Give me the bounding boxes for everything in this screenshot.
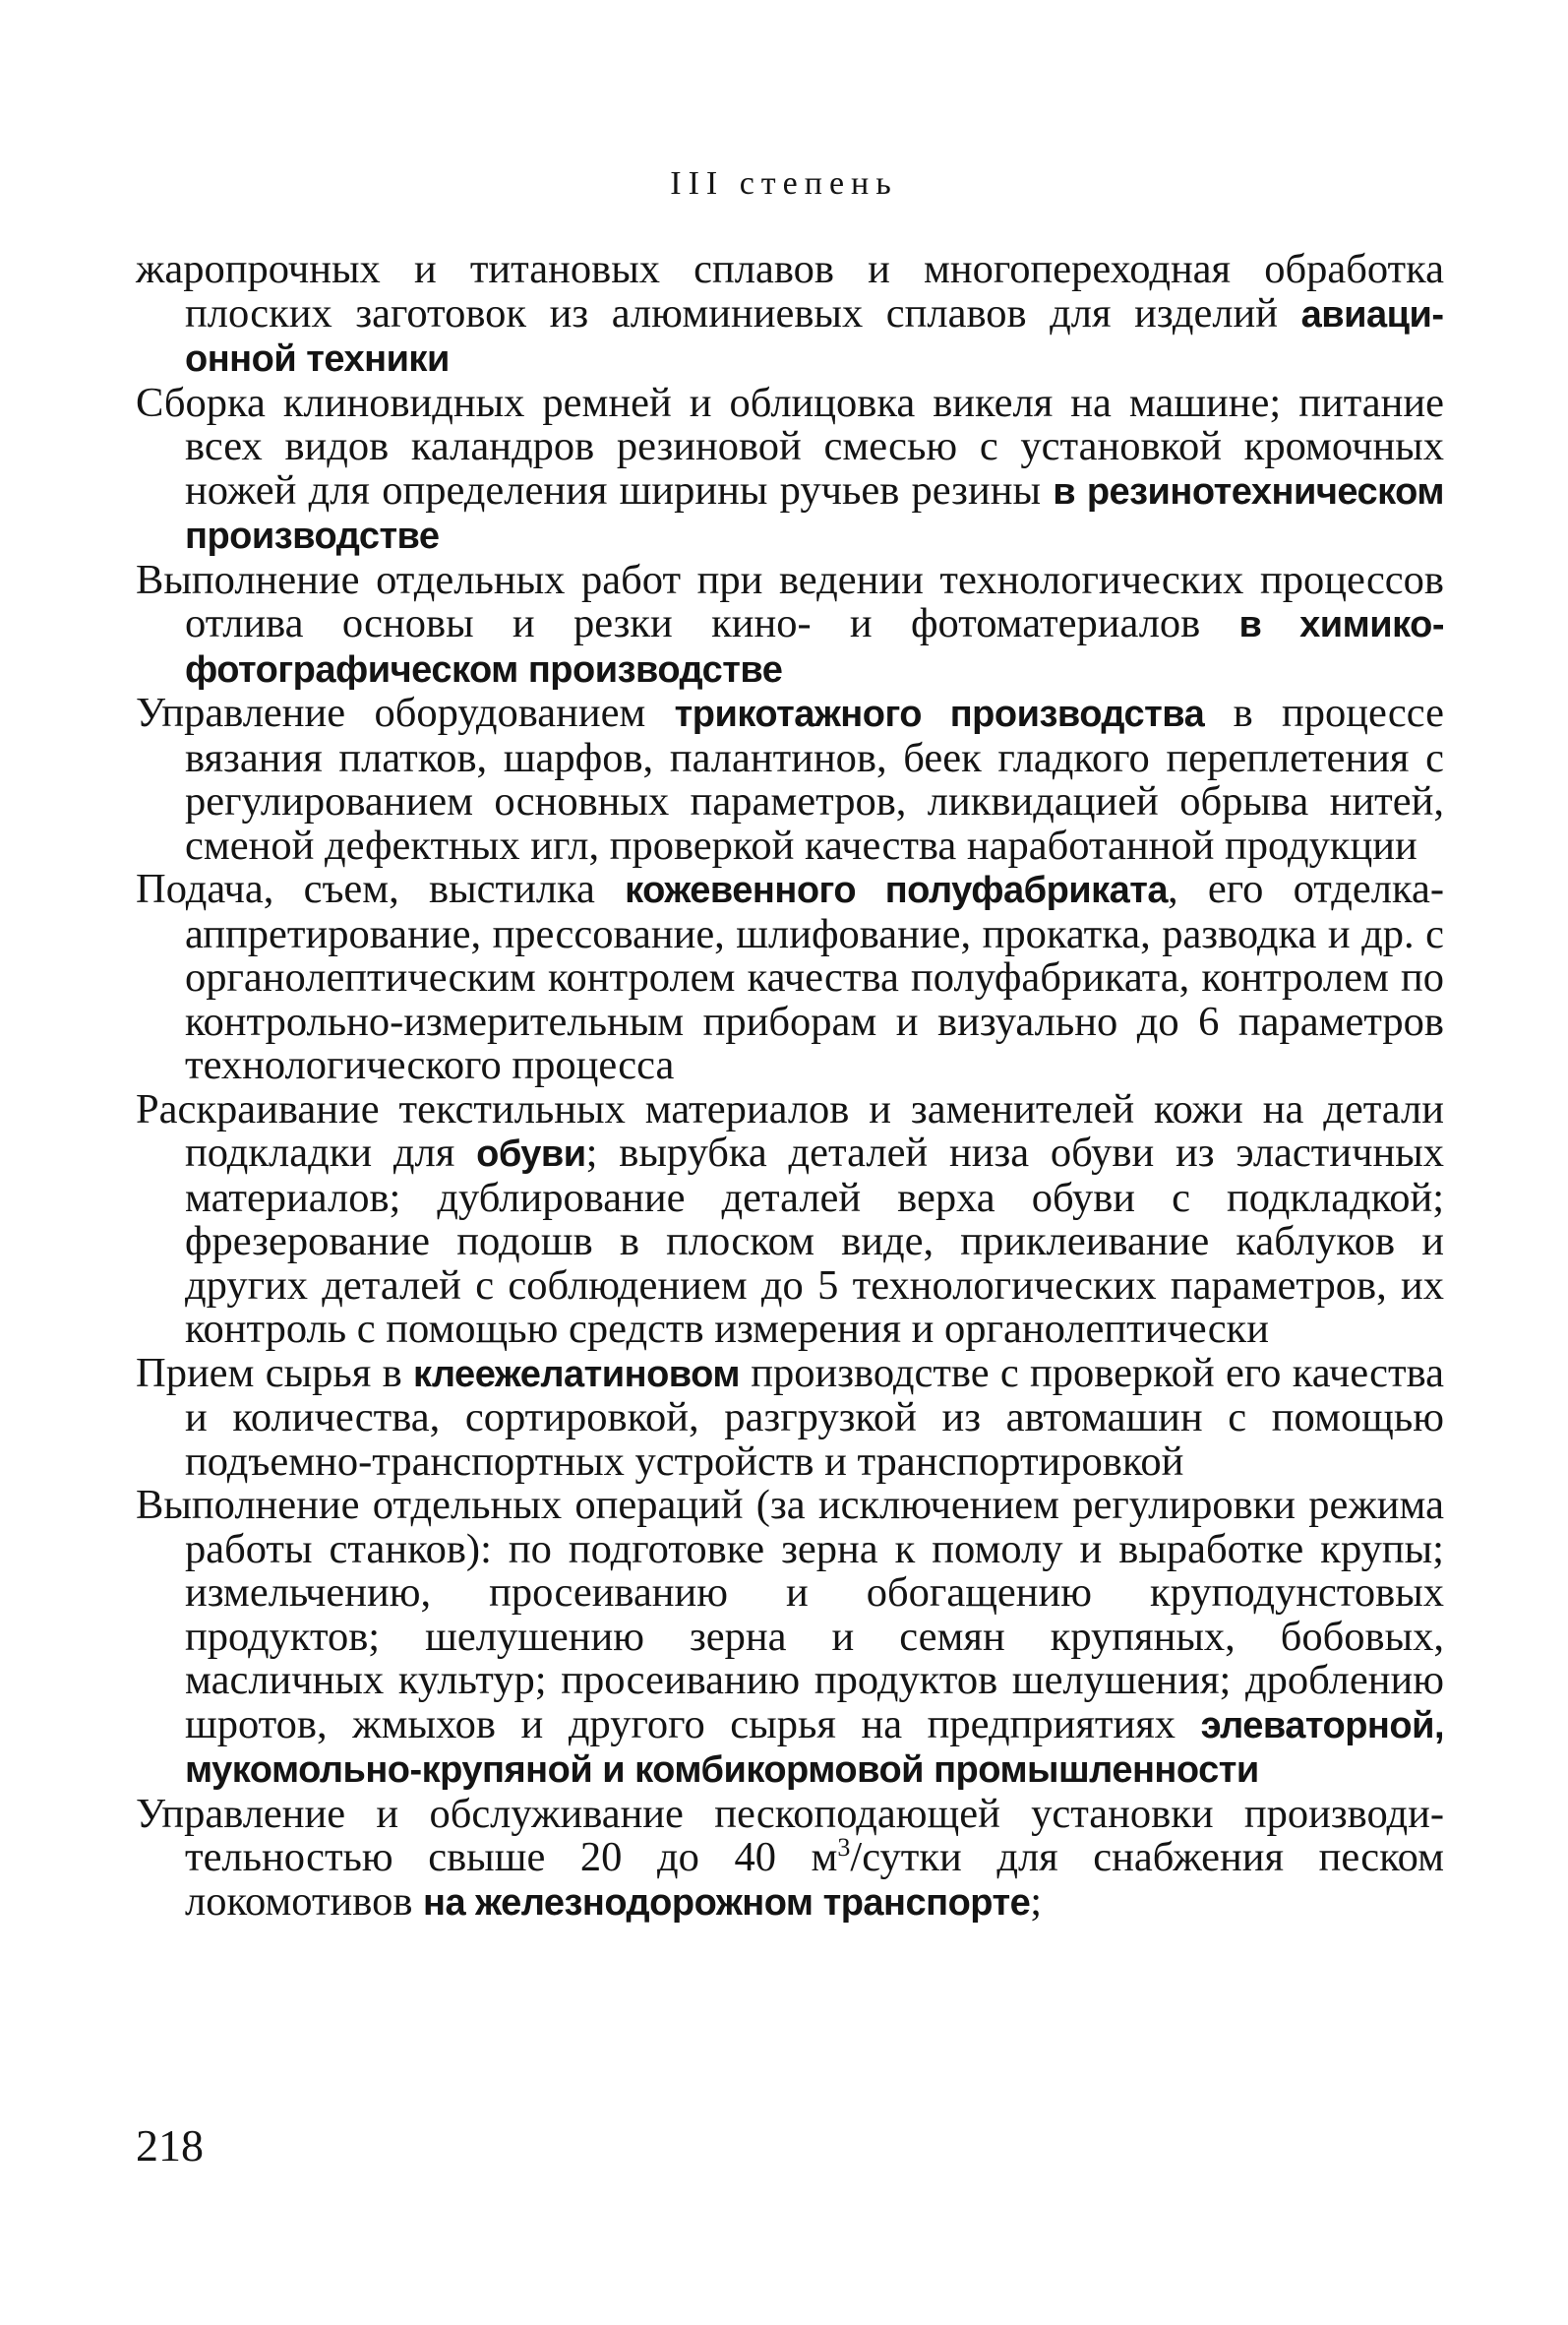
occupation-list (136, 248, 1444, 1925)
running-header: III степень (670, 165, 898, 202)
list-item: Выполнение отдельных операций (за исключением регулировки режима работы станков): по подготовке зерна к помолу и выработке крупы; измельчению, просеиванию и обогащению круподунстовых продуктов; шелушению зерна и семян крупяных, бобовых, масличных культур; просеиванию продуктов шелушения; дроблению шротов, жмыхов и другого сырья на предприятиях элеваторной, мукомольно-крупяной и комбикормовой промышленности (136, 1482, 1444, 1791)
page-number: 218 (136, 2120, 204, 2171)
list-item: Подача, съем, выстилка кожевенного полуфабриката, его отделка-аппретирование, прессование, шлифование, прокатка, разводка и др. с органолептическим контролем качества полуфабриката, контролем по контрольно-измерительным приборам и визуально до 6 параметров технологического процесса (136, 866, 1445, 1088)
list-item: Управление оборудованием трикотажного производства в процессе вязания платков, шарфов, палантинов, беек гладкого переплетения с регулированием основных параметров, ликвидацией обрыва нитей, сменой дефектных игл, проверкой качества наработанной продукции (136, 690, 1444, 869)
list-item: Управление и обслуживание пескоподающей установки производительностью свыше 20 до 40 $м^3$/сутки для снабжения песком локомотивов на железнодорожном транспорте; (136, 1790, 1444, 1925)
list-item: жаропрочных и титановых сплавов и многопереходная обработка плоских заготовок из алюминиевых сплавов для изделий авиационной техники (136, 246, 1444, 380)
list-item: Выполнение отдельных работ при ведении технологических процессов отлива основы и резки кино- и фотоматериалов в химико-фотографическом производстве (136, 556, 1444, 691)
list-item: Прием сырья в клеежелатиновом производстве с проверкой его качества и количества, сортировкой, разгрузкой из автомашин с помощью подъемно-транспортных устройств и транспортировкой (136, 1349, 1444, 1485)
list-item: Сборка клиновидных ремней и облицовка викеля на машине; питание всех видов каландров резиновой смесью с установкой кромочных ножей для определения ширины ручьев резины в резинотехническом производстве (136, 379, 1444, 557)
list-item: Раскраивание текстильных материалов и заменителей кожи на детали подкладки для обуви; вырубка деталей низа обуви из эластичных материалов; дублирование деталей верха обуви с подкладкой; фрезерование подошв в плоском виде, приклеивание каблуков и других деталей с соблюдением до 5 технологических параметров, их контроль с помощью средств измерения и органолептически (136, 1085, 1444, 1352)
